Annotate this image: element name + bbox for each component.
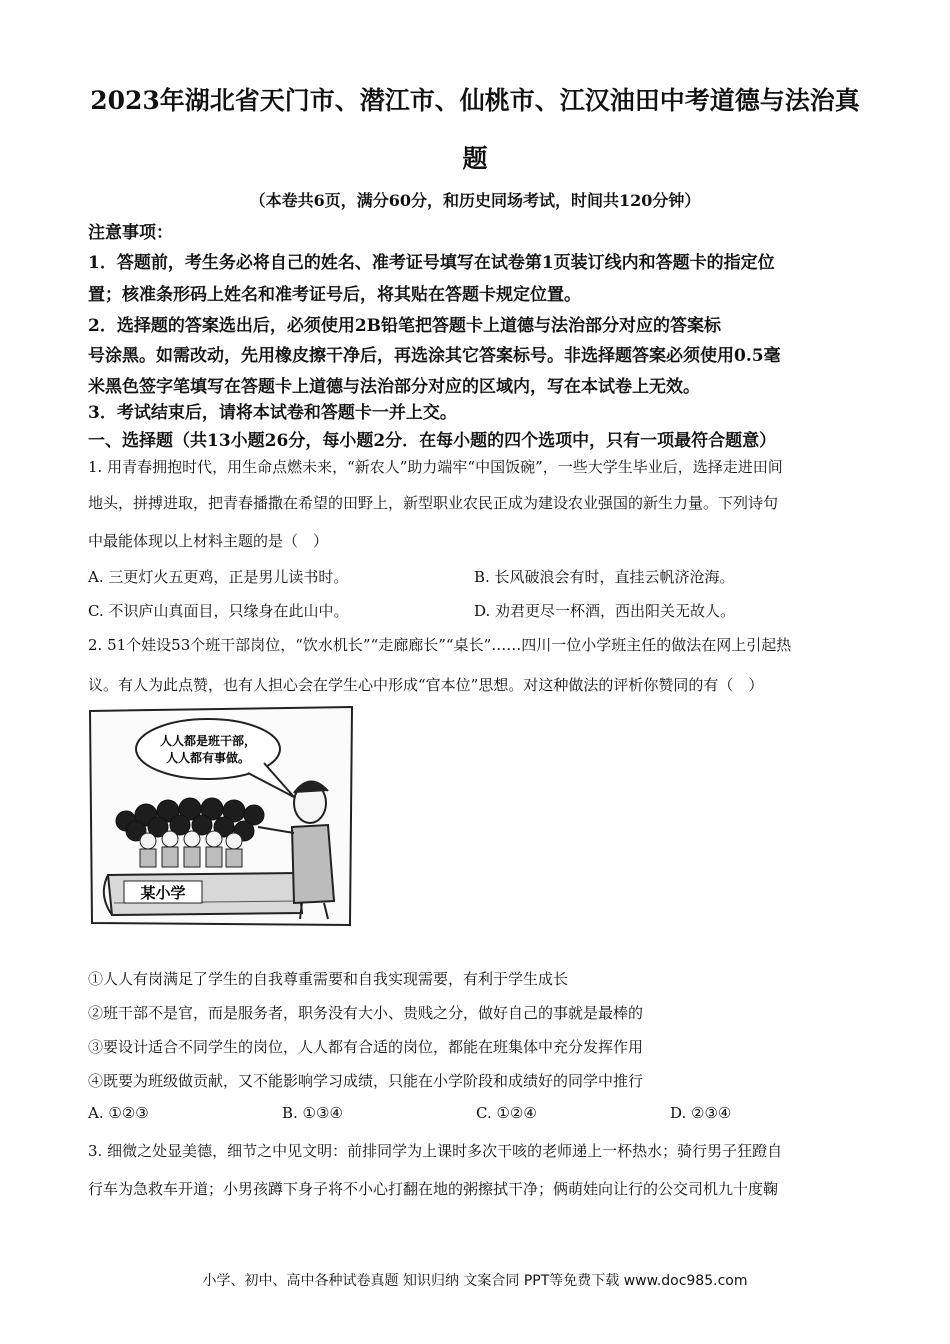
children-bodies: [140, 847, 242, 867]
question-2-text: 2. 51个娃设53个班干部岗位，“饮水机长”“走廊廊长”“桌长”……四川一位小学班主任的做法在网上引起热: [88, 636, 792, 654]
notice-line: 1．答题前，考生务必将自己的姓名、准考证号填写在试卷第1页装订线内和答题卡的指定位: [88, 253, 775, 273]
q2-statement: ③要设计适合不同学生的岗位，人人都有合适的岗位，都能在班集体中充分发挥作用: [88, 1038, 644, 1056]
q2-option-d: D. ②③④: [670, 1104, 732, 1122]
q2-statement: ④既要为班级做贡献，又不能影响学习成绩，只能在小学阶段和成绩好的同学中推行: [88, 1072, 644, 1090]
question-2-text: 议。有人为此点赞，也有人担心会在学生心中形成“官本位”思想。对这种做法的评析你赞同的有（ ）: [88, 676, 764, 694]
q2-statement: ②班干部不是官，而是服务者，职务没有大小、贵贱之分，做好自己的事就是最棒的: [88, 1004, 644, 1022]
notice-line: 米黑色签字笔填写在答题卡上道德与法治部分对应的区域内，写在本试卷上无效。: [88, 377, 700, 397]
q2-statement: ①人人有岗满足了学生的自我尊重需要和自我实现需要，有利于学生成长: [88, 970, 569, 988]
class-cadre-cartoon: [88, 705, 354, 927]
q1-option-d: D. 劝君更尽一杯酒，西出阳关无故人。: [474, 602, 736, 620]
q2-option-c: C. ①②④: [476, 1104, 537, 1122]
notice-line: 3．考试结束后，请将本试卷和答题卡一并上交。: [88, 403, 457, 423]
q1-option-b: B. 长风破浪会有时，直挂云帆济沧海。: [474, 568, 735, 586]
question-3-text: 行车为急救车开道；小男孩蹲下身子将不小心打翻在地的粥擦拭干净；俩萌娃向让行的公交司机九十度鞠: [88, 1180, 779, 1198]
notice-line: 号涂黑。如需改动，先用橡皮擦干净后，再选涂其它答案标号。非选择题答案必须使用0.5毫: [88, 346, 781, 366]
question-1-text: 中最能体现以上材料主题的是（ ）: [88, 532, 329, 550]
bubble-text-2: 人人都有事做。: [165, 751, 251, 765]
exam-title-line2: 题: [462, 144, 488, 173]
bubble-text-1: 人人都是班干部，: [159, 734, 257, 748]
notice-line: 置；核准条形码上姓名和准考证号后，将其贴在答题卡规定位置。: [88, 285, 581, 305]
q1-option-c: C. 不识庐山真面目，只缘身在此山中。: [88, 602, 349, 620]
notice-heading: 注意事项：: [88, 223, 173, 243]
notice-line: 2．选择题的答案选出后，必须使用2B铅笔把答题卡上道德与法治部分对应的答案标: [88, 316, 722, 336]
question-3-text: 3. 细微之处显美德，细节之中见文明：前排同学为上课时多次干咳的老师递上一杯热水；骑行男子狂蹬自: [88, 1142, 783, 1160]
exam-subtitle: （本卷共6页，满分60分，和历史同场考试，时间共120分钟）: [249, 191, 701, 210]
q2-option-b: B. ①③④: [282, 1104, 343, 1122]
q1-option-a: A. 三更灯火五更鸡，正是男儿读书时。: [88, 568, 349, 586]
exam-title-line1: 2023年湖北省天门市、潜江市、仙桃市、江汉油田中考道德与法治真: [90, 86, 860, 115]
book-label: 某小学: [140, 884, 186, 902]
section-heading: 一、选择题（共13小题26分，每小题2分．在每小题的四个选项中，只有一项最符合题意）: [88, 431, 777, 451]
page-footer: 小学、初中、高中各种试卷真题 知识归纳 文案合同 PPT等免费下载 www.doc985.com: [202, 1273, 748, 1289]
q2-option-a: A. ①②③: [88, 1104, 149, 1122]
question-1-text: 1. 用青春拥抱时代，用生命点燃未来，“新农人”助力端牢“中国饭碗”，一些大学生毕业后，选择走进田间: [88, 458, 783, 476]
question-1-text: 地头，拼搏进取，把青春播撒在希望的田野上，新型职业农民正成为建设农业强国的新生力量。下列诗句: [88, 494, 779, 512]
